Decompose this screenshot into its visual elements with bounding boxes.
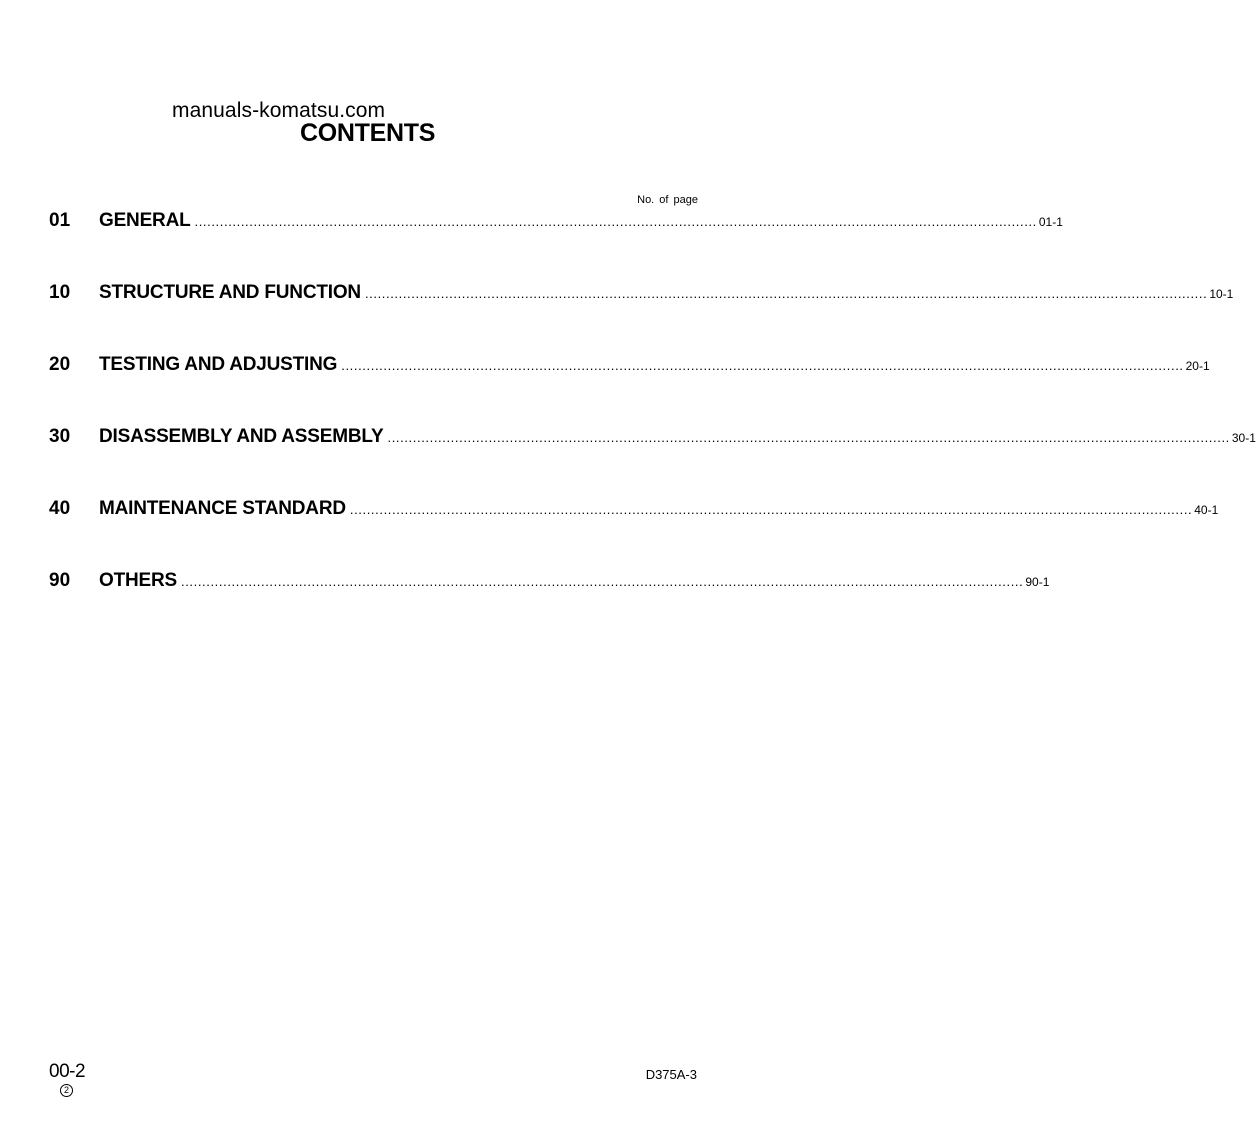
toc-entry-number: 90: [49, 570, 71, 591]
toc-entry-page: 90-1: [1025, 575, 1050, 589]
toc-entry-page: 10-1: [1209, 287, 1234, 301]
toc-entry-number: 40: [49, 498, 71, 519]
toc-entry-title: MAINTENANCE STANDARD: [99, 498, 346, 519]
revision-mark: 2: [60, 1084, 73, 1097]
toc-entry-testing-and-adjusting[interactable]: [49, 353, 1210, 425]
toc-entry-page: 30-1: [1231, 431, 1256, 445]
toc-entry-title: DISASSEMBLY AND ASSEMBLY: [99, 426, 384, 447]
toc-entry-number: 20: [49, 354, 71, 375]
dot-leader: ........................................................................................................................................................................................................: [349, 502, 1193, 517]
dot-leader: ........................................................................................................................................................................................................: [180, 574, 1024, 589]
page-title: CONTENTS: [300, 119, 436, 147]
toc-entry-title: GENERAL: [99, 210, 191, 231]
toc-entry-others[interactable]: [49, 569, 1050, 641]
toc-entry-page: 40-1: [1194, 503, 1219, 517]
toc-entry-title: STRUCTURE AND FUNCTION: [99, 282, 361, 303]
toc-entry-number: 01: [49, 210, 71, 231]
table-of-contents: [49, 209, 1256, 641]
footer-model-code: D375A-3: [645, 1067, 697, 1082]
dot-leader: ........................................................................................................................................................................................................: [387, 430, 1230, 445]
toc-entry-general[interactable]: [49, 209, 1063, 281]
toc-entry-title: OTHERS: [99, 570, 177, 591]
toc-entry-number: 10: [49, 282, 71, 303]
dot-leader: ........................................................................................................................................................................................................: [194, 214, 1037, 229]
toc-entry-title: TESTING AND ADJUSTING: [99, 354, 338, 375]
toc-entry-disassembly-and-assembly[interactable]: [49, 425, 1256, 497]
toc-entry-structure-and-function[interactable]: [49, 281, 1234, 353]
watermark-text: manuals-komatsu.com: [172, 99, 386, 122]
page-column-heading: No. of page: [637, 194, 698, 206]
footer-page-number: 00-2: [49, 1061, 86, 1082]
toc-entry-number: 30: [49, 426, 71, 447]
toc-entry-page: 20-1: [1185, 359, 1210, 373]
toc-entry-maintenance-standard[interactable]: [49, 497, 1219, 569]
toc-entry-page: 01-1: [1038, 215, 1063, 229]
dot-leader: ........................................................................................................................................................................................................: [364, 286, 1208, 301]
dot-leader: ........................................................................................................................................................................................................: [341, 358, 1184, 373]
